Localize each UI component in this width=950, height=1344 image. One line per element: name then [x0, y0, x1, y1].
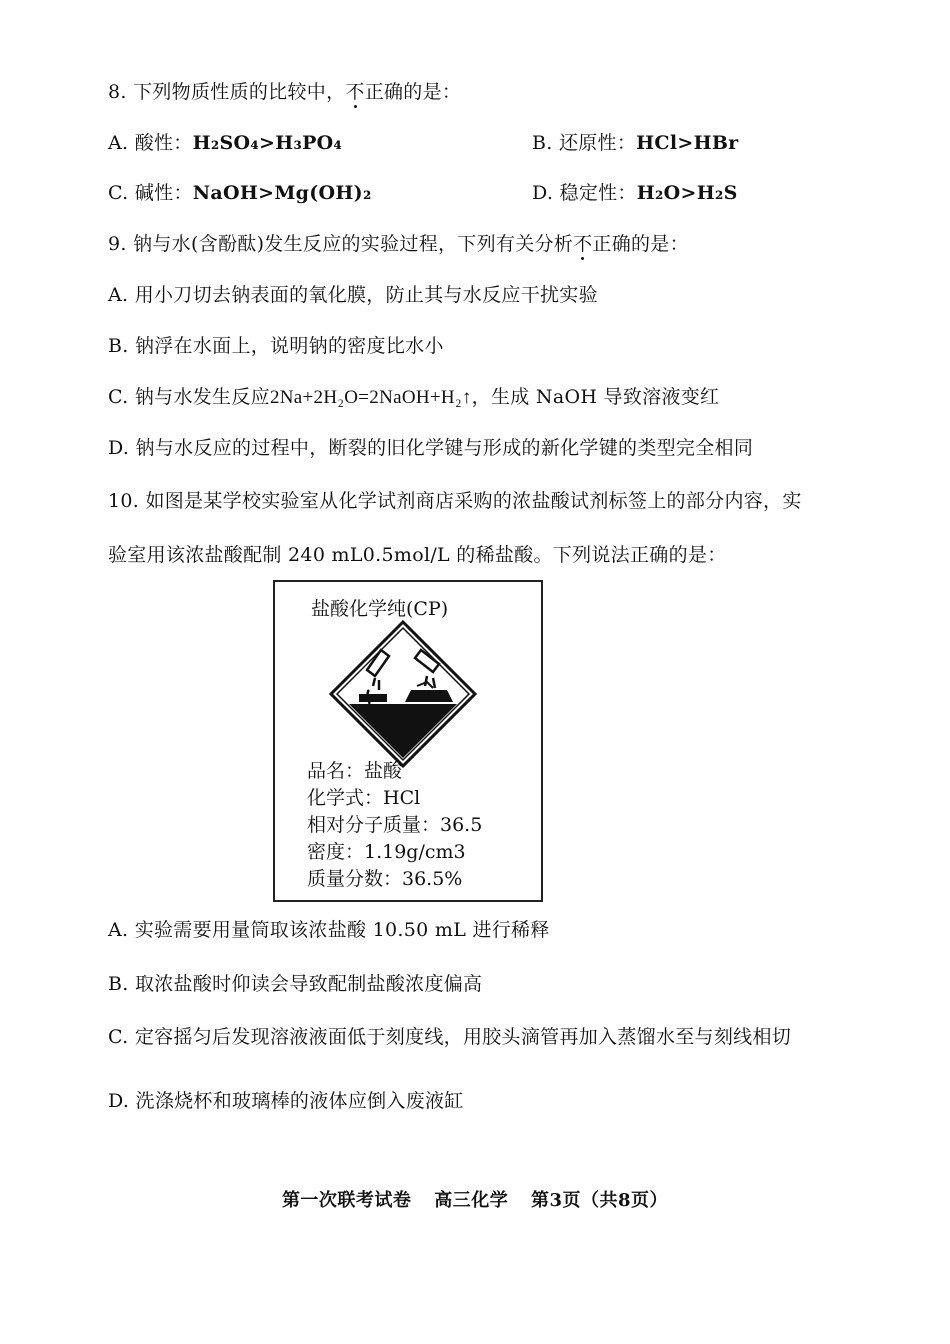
q10-option-a: A. 实验需要用量筒取该浓盐酸 10.50 mL 进行稀释 [108, 919, 550, 941]
q8-option-b-prefix: B. 还原性： [532, 132, 637, 154]
q10-stem-line1: 10. 如图是某学校实验室从化学试剂商店采购的浓盐酸试剂标签上的部分内容，实 [108, 490, 802, 512]
label-title: 盐酸化学纯(CP) [311, 598, 449, 620]
label-mass-fraction: 质量分数：36.5% [307, 868, 463, 890]
q9-stem [108, 232, 689, 256]
q8-option-a-prefix: A. 酸性： [108, 132, 193, 154]
q9-option-c-suffix: ，生成 NaOH 导致溶液变红 [471, 386, 720, 408]
label-product-name: 品名：盐酸 [307, 760, 403, 782]
q10-option-c: C. 定容摇匀后发现溶液液面低于刻度线，用胶头滴管再加入蒸馏水至与刻线相切 [108, 1026, 792, 1048]
label-chemical-formula: 化学式：HCl [307, 787, 421, 809]
q8-stem-part1: 8. 下列物质性质的比较中， [108, 81, 346, 103]
q9-reaction-equation: 2Na+2H₂O=2NaOH+H₂↑ [269, 387, 472, 408]
q9-stem-part2: 正确的是： [592, 233, 689, 255]
label-density: 密度：1.19g/cm3 [307, 841, 466, 863]
q9-option-a: A. 用小刀切去钠表面的氧化膜，防止其与水反应干扰实验 [108, 284, 598, 306]
q9-option-c [108, 385, 719, 410]
q9-option-b: B. 钠浮在水面上，说明钠的密度比水小 [108, 335, 444, 357]
footer-subject: 高三化学 [434, 1190, 509, 1211]
q8-option-c [108, 181, 372, 205]
q10-stem-line2-part1: 验室用该浓盐酸配制 240 mL0.5mol/L 的稀盐酸。下列说法 [108, 544, 630, 566]
q8-emphasis-mark: 不 [345, 81, 365, 103]
q9-option-d: D. 钠与水反应的过程中，断裂的旧化学键与形成的新化学键的类型完全相同 [108, 437, 754, 459]
q8-option-d-prefix: D. 稳定性： [532, 182, 637, 204]
q9-emphasis-mark: 不 [573, 233, 593, 255]
q10-option-d: D. 洗涤烧杯和玻璃棒的液体应倒入废液缸 [108, 1090, 464, 1112]
q8-stem [108, 80, 461, 104]
reagent-label [273, 580, 543, 902]
footer-exam: 第一次联考试卷 [281, 1190, 412, 1211]
q8-option-d-formula: H₂O>H₂S [636, 182, 738, 204]
footer-page: 第3页（共8页） [531, 1190, 669, 1211]
q8-option-a [108, 131, 342, 155]
q9-option-c-prefix: C. 钠与水发生反应 [108, 386, 270, 408]
q9-stem-part1: 9. 钠与水(含酚酞)发生反应的实验过程，下列有关分析 [108, 233, 574, 255]
q10-stem-line2 [108, 543, 727, 567]
q10-option-b: B. 取浓盐酸时仰读会导致配制盐酸浓度偏高 [108, 973, 483, 995]
label-molecular-mass: 相对分子质量：36.5 [307, 814, 483, 836]
q8-option-a-formula: H₂SO₄>H₃PO₄ [192, 132, 343, 154]
q8-option-d [532, 181, 738, 205]
page-footer [0, 1186, 950, 1212]
q8-option-b-formula: HCl>HBr [636, 132, 739, 154]
q8-option-b [532, 131, 739, 155]
q8-option-c-formula: NaOH>Mg(OH)₂ [192, 182, 372, 204]
q10-stem-line2-part2: 正确的是： [630, 544, 727, 566]
q8-stem-part2: 正确的是： [364, 81, 462, 103]
corrosive-hazard-icon [329, 620, 477, 768]
q8-option-c-prefix: C. 碱性： [108, 182, 193, 204]
